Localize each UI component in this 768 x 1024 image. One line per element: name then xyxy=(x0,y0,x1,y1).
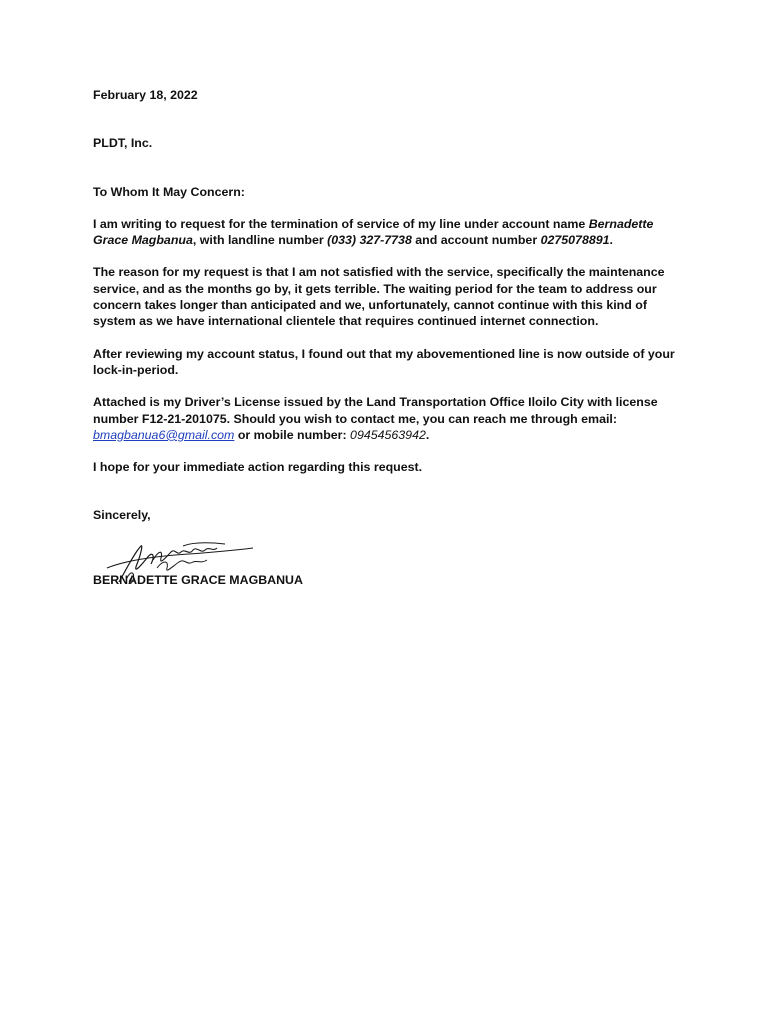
p1-text-2: , with landline number xyxy=(192,233,328,248)
salutation: To Whom It May Concern: xyxy=(93,184,245,199)
p4-text-2: or mobile number: xyxy=(234,427,351,442)
paragraph-account-status: After reviewing my account status, I found out that my abovementioned line is now outside of your lock-in-period. xyxy=(93,346,675,377)
letter-date: February 18, 2022 xyxy=(93,88,198,102)
signatory-name: BERNADETTE GRACE MAGBANUA xyxy=(93,572,303,587)
letter-body xyxy=(93,87,683,590)
account-name: Bernadette Grace Magbanua xyxy=(93,216,654,248)
p4-text-3: . xyxy=(425,427,430,442)
paragraph-termination-request xyxy=(93,216,683,249)
p1-text-1: I am writing to request for the termination of service of my line under account name xyxy=(93,216,589,231)
email-link[interactable]: bmagbanua6@gmail.com xyxy=(93,427,235,442)
mobile-number: 09454563942 xyxy=(350,427,426,442)
closing: Sincerely, xyxy=(93,508,151,523)
paragraph-closing-request: I hope for your immediate action regarding this request. xyxy=(93,460,423,475)
p1-text-3: and account number xyxy=(411,233,541,248)
paragraph-contact xyxy=(93,394,683,443)
p1-text-4: . xyxy=(609,233,613,248)
signature-block xyxy=(93,568,683,590)
paragraph-reason: The reason for my request is that I am not satisfied with the service, specifically the maintenance service, and as the months go by, it gets terrible. The waiting period for the team to address our concern takes longer than anticipated and we, unfortunately, cannot continue with this kind of system as we have international clientele that requires continued internet connection. xyxy=(93,265,665,329)
recipient: PLDT, Inc. xyxy=(93,136,153,151)
account-number: 0275078891 xyxy=(540,233,610,248)
landline-number: (033) 327-7738 xyxy=(327,233,412,248)
p4-text-1: Attached is my Driver’s License issued by the Land Transportation Office Iloilo City with license number F12-21-201075. Should you wish to contact me, you can reach me through email: xyxy=(93,395,658,426)
